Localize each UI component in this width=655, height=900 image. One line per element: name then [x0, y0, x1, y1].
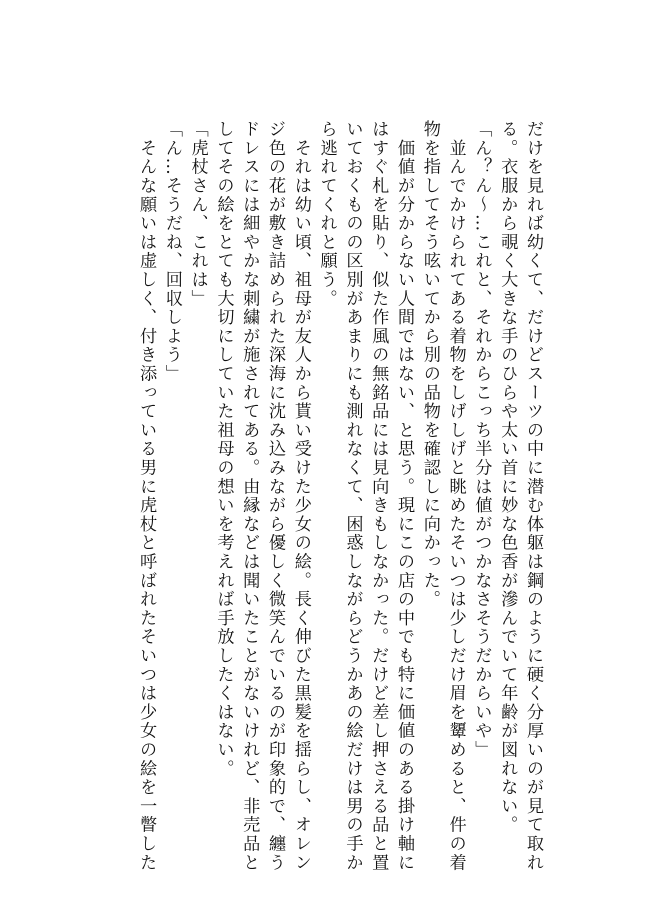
text-line: ら逃れてくれと願う。	[316, 120, 337, 308]
text-line: そんな願いは虚しく、付き添っている男に虎杖と呼ばれたそいつは少女の絵を一瞥した	[136, 120, 157, 872]
text-line: 「ん？ん〜…これと、それからこっち半分は値がつかなさそうだからいや」	[471, 120, 492, 760]
text-line: 「虎杖さん、これは」	[187, 120, 208, 308]
text-line: それは幼い頃、祖母が友人から貰い受けた少女の絵。長く伸びた黒髪を揺らし、オレン	[290, 120, 311, 872]
text-line: だけを見れば幼くて、だけどスーツの中に潜む体躯は鋼のように硬く分厚いのが見て取れ	[523, 120, 543, 872]
text-line: 並んでかけられてある着物をしげしげと眺めたそいつは少しだけ眉を顰めると、件の着	[445, 120, 466, 872]
vertical-text-body	[132, 120, 545, 872]
text-line: る。衣服から覗く大きな手のひらや太い首に妙な色香が滲んでいて年齢が図れない。	[497, 120, 518, 835]
text-line: 「ん…そうだね、回収しよう」	[161, 120, 182, 384]
text-line: いておくものの区別があまりにも測れなくて、困惑しながらどうかあの絵だけは男の手か	[342, 120, 363, 872]
text-line: 物を指してそう呟いてから別の品物を確認しに向かった。	[419, 120, 440, 609]
text-line: してその絵をとても大切にしていた祖母の想いを考えれば手放したくはない。	[213, 120, 234, 778]
text-line: 価値が分からない人間ではない、と思う。現にこの店の中でも特に価値のある掛け軸に	[394, 120, 415, 872]
text-line: はすぐ札を貼り、似た作風の無銘品には見向きもしなかった。だけど差し押さえる品と置	[368, 120, 389, 872]
text-line: ジ色の花が敷き詰められた深海に沈み込みながら優しく微笑んでいるのが印象的で、纏う	[265, 120, 286, 872]
text-line: ドレスには細やかな刺繍が施されてある。由縁などは聞いたことがないけれど、非売品と	[239, 120, 260, 872]
